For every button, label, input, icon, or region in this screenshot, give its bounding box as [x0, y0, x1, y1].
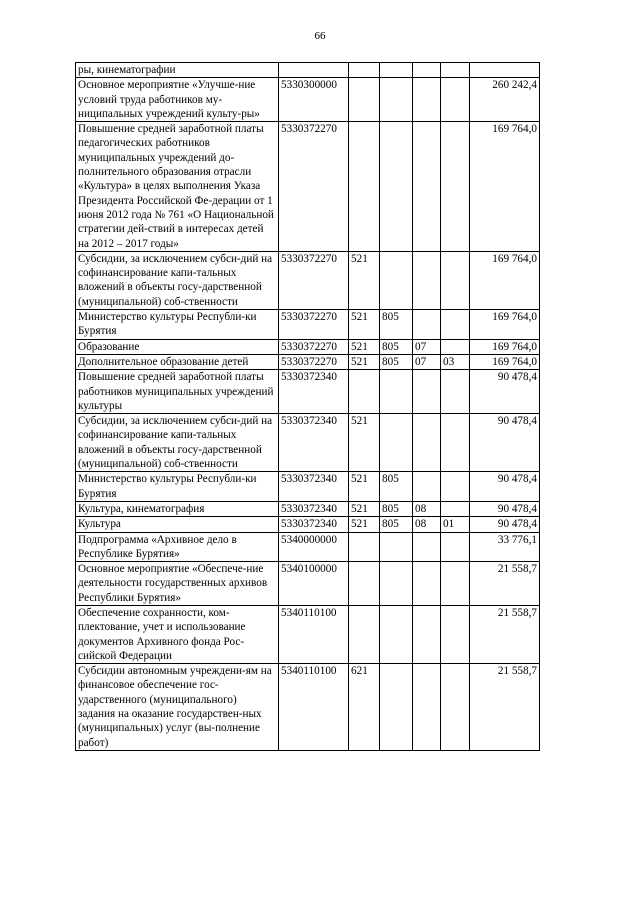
row-code-cell: 5330372270	[279, 251, 349, 309]
row-section-cell: 08	[413, 517, 441, 532]
row-expense-type-cell: 521	[349, 472, 380, 502]
row-expense-type-cell	[349, 370, 380, 414]
row-code-cell: 5330372340	[279, 370, 349, 414]
page-number: 66	[314, 30, 326, 42]
row-name-cell: Культура, кинематография	[76, 501, 279, 516]
table-row	[76, 354, 540, 369]
row-section-cell	[413, 414, 441, 472]
row-name-cell: Основное мероприятие «Улучше-ние условий труда работников му-ниципальных учреждений культу-ры»	[76, 78, 279, 122]
row-subsection-cell	[441, 472, 470, 502]
row-code-cell: 5330300000	[279, 78, 349, 122]
row-code-cell: 5340110100	[279, 664, 349, 751]
row-amount-cell: 169 764,0	[470, 251, 540, 309]
row-expense-type-cell	[349, 122, 380, 252]
row-code-cell: 5330372340	[279, 414, 349, 472]
table-row	[76, 251, 540, 309]
row-subsection-cell	[441, 532, 470, 562]
row-subsection-cell	[441, 310, 470, 340]
row-code-cell: 5330372270	[279, 122, 349, 252]
table-row	[76, 501, 540, 516]
row-name-cell: Повышение средней заработной платы педагогических работников муниципальных учреждений до-полнительного образования отрасли «Культура» в целях выполнения Указа Президента Российской Фе-дерации от 1 июня 2012 года № 761 «О Национальной стратегии дей-ствий в интересах детей на 2012 – 2017 годы»	[76, 122, 279, 252]
row-subsection-cell	[441, 605, 470, 663]
row-ministry-cell: 805	[380, 472, 413, 502]
row-subsection-cell	[441, 122, 470, 252]
row-name-cell: Субсидии, за исключением субси-дий на софинансирование капи-тальных вложений в объекты госу-дарственной (муниципальной) соб-ственности	[76, 414, 279, 472]
row-amount-cell: 21 558,7	[470, 664, 540, 751]
row-ministry-cell: 805	[380, 517, 413, 532]
row-subsection-cell	[441, 339, 470, 354]
row-ministry-cell	[380, 370, 413, 414]
row-code-cell: 5330372340	[279, 501, 349, 516]
row-subsection-cell	[441, 370, 470, 414]
row-amount-cell: 21 558,7	[470, 605, 540, 663]
row-name-cell: Основное мероприятие «Обеспече-ние деятельности государственных архивов Республики Бурятия»	[76, 562, 279, 606]
table-row	[76, 605, 540, 663]
table-row	[76, 310, 540, 340]
row-ministry-cell: 805	[380, 310, 413, 340]
row-subsection-cell: 03	[441, 354, 470, 369]
row-code-cell: 5330372270	[279, 354, 349, 369]
budget-table	[75, 62, 540, 751]
table-row	[76, 472, 540, 502]
row-section-cell	[413, 664, 441, 751]
row-code-cell: 5330372340	[279, 472, 349, 502]
row-amount-cell: 260 242,4	[470, 78, 540, 122]
row-subsection-cell	[441, 562, 470, 606]
row-name-cell: Субсидии, за исключением субси-дий на софинансирование капи-тальных вложений в объекты госу-дарственной (муниципальной) соб-ственности	[76, 251, 279, 309]
row-name-cell: Министерство культуры Республи-ки Бурятия	[76, 472, 279, 502]
row-code-cell: 5330372270	[279, 310, 349, 340]
row-amount-cell: 169 764,0	[470, 310, 540, 340]
row-name-cell: Обеспечение сохранности, ком-плектование, учет и использование документов Архивного фонда Рос-сийской Федерации	[76, 605, 279, 663]
row-section-cell	[413, 562, 441, 606]
table-row	[76, 339, 540, 354]
row-section-cell	[413, 63, 441, 78]
row-name-cell: Образование	[76, 339, 279, 354]
row-expense-type-cell: 521	[349, 501, 380, 516]
row-amount-cell: 90 478,4	[470, 370, 540, 414]
row-ministry-cell	[380, 251, 413, 309]
row-section-cell	[413, 122, 441, 252]
row-code-cell: 5340000000	[279, 532, 349, 562]
row-name-cell: Субсидии автономным учреждени-ям на финансовое обеспечение гос-ударственного (муниципального) задания на оказание государствен-ных (муниципальных) услуг (вы-полнение работ)	[76, 664, 279, 751]
row-amount-cell	[470, 63, 540, 78]
row-expense-type-cell: 521	[349, 354, 380, 369]
row-amount-cell: 169 764,0	[470, 354, 540, 369]
row-name-cell: ры, кинематографии	[76, 63, 279, 78]
row-expense-type-cell	[349, 605, 380, 663]
row-ministry-cell	[380, 562, 413, 606]
row-expense-type-cell	[349, 562, 380, 606]
row-ministry-cell: 805	[380, 501, 413, 516]
row-section-cell	[413, 532, 441, 562]
row-amount-cell: 169 764,0	[470, 122, 540, 252]
row-section-cell	[413, 310, 441, 340]
row-expense-type-cell	[349, 532, 380, 562]
row-ministry-cell	[380, 63, 413, 78]
row-section-cell	[413, 370, 441, 414]
row-name-cell: Культура	[76, 517, 279, 532]
row-code-cell	[279, 63, 349, 78]
row-expense-type-cell: 521	[349, 339, 380, 354]
row-section-cell	[413, 78, 441, 122]
row-amount-cell: 33 776,1	[470, 532, 540, 562]
row-name-cell: Дополнительное образование детей	[76, 354, 279, 369]
row-section-cell	[413, 472, 441, 502]
budget-table-body	[76, 63, 540, 751]
row-subsection-cell	[441, 78, 470, 122]
row-name-cell: Подпрограмма «Архивное дело в Республике Бурятия»	[76, 532, 279, 562]
table-row	[76, 562, 540, 606]
row-code-cell: 5330372340	[279, 517, 349, 532]
row-expense-type-cell: 621	[349, 664, 380, 751]
row-expense-type-cell	[349, 63, 380, 78]
row-subsection-cell: 01	[441, 517, 470, 532]
row-section-cell: 07	[413, 354, 441, 369]
row-section-cell	[413, 251, 441, 309]
row-name-cell: Министерство культуры Республи-ки Бурятия	[76, 310, 279, 340]
table-row	[76, 664, 540, 751]
row-ministry-cell	[380, 664, 413, 751]
row-ministry-cell: 805	[380, 354, 413, 369]
row-section-cell: 07	[413, 339, 441, 354]
row-ministry-cell	[380, 414, 413, 472]
row-subsection-cell	[441, 664, 470, 751]
row-expense-type-cell	[349, 78, 380, 122]
row-amount-cell: 90 478,4	[470, 472, 540, 502]
row-ministry-cell	[380, 122, 413, 252]
row-amount-cell: 90 478,4	[470, 414, 540, 472]
row-ministry-cell: 805	[380, 339, 413, 354]
row-ministry-cell	[380, 78, 413, 122]
row-amount-cell: 21 558,7	[470, 562, 540, 606]
row-amount-cell: 90 478,4	[470, 501, 540, 516]
row-ministry-cell	[380, 532, 413, 562]
table-row	[76, 63, 540, 78]
table-row	[76, 532, 540, 562]
row-expense-type-cell: 521	[349, 310, 380, 340]
row-code-cell: 5330372270	[279, 339, 349, 354]
row-subsection-cell	[441, 414, 470, 472]
table-row	[76, 370, 540, 414]
row-expense-type-cell: 521	[349, 414, 380, 472]
row-expense-type-cell: 521	[349, 251, 380, 309]
row-section-cell	[413, 605, 441, 663]
row-amount-cell: 90 478,4	[470, 517, 540, 532]
row-subsection-cell	[441, 63, 470, 78]
row-amount-cell: 169 764,0	[470, 339, 540, 354]
table-row	[76, 414, 540, 472]
row-subsection-cell	[441, 501, 470, 516]
row-code-cell: 5340100000	[279, 562, 349, 606]
row-expense-type-cell: 521	[349, 517, 380, 532]
table-row	[76, 517, 540, 532]
row-name-cell: Повышение средней заработной платы работников муниципальных учреждений культуры	[76, 370, 279, 414]
row-code-cell: 5340110100	[279, 605, 349, 663]
table-row	[76, 122, 540, 252]
row-subsection-cell	[441, 251, 470, 309]
table-row	[76, 78, 540, 122]
row-section-cell: 08	[413, 501, 441, 516]
row-ministry-cell	[380, 605, 413, 663]
